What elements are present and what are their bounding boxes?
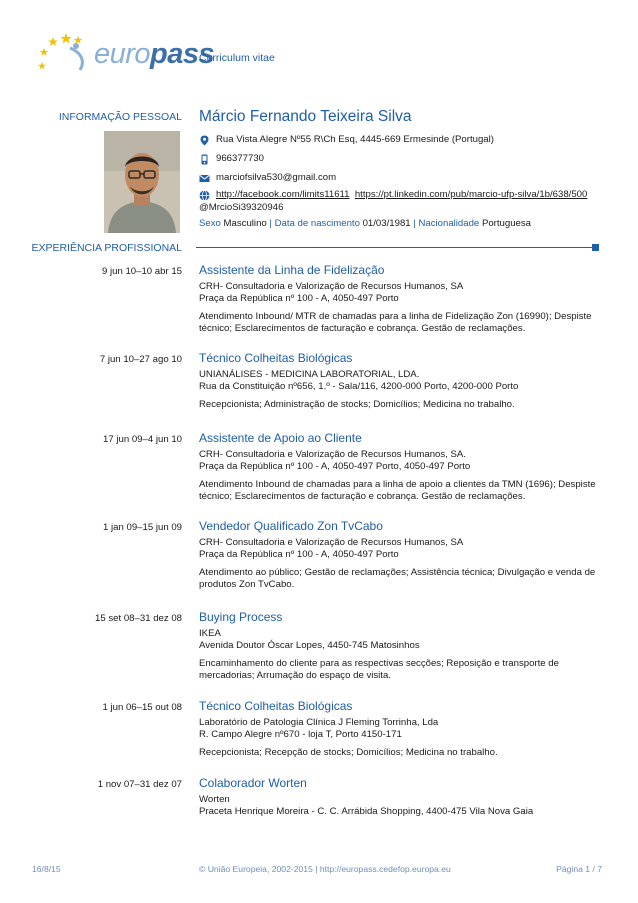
- footer-copyright[interactable]: © União Europeia, 2002-2015 | http://europass.cedefop.europa.eu: [199, 864, 451, 874]
- europass-logo: [36, 30, 215, 80]
- logo-text-pass: pass: [150, 38, 215, 70]
- job-date: 9 jun 10–10 abr 15: [101, 266, 182, 277]
- job-entry: [199, 699, 609, 759]
- personal-meta: [199, 218, 531, 229]
- meta-separator: |: [413, 218, 416, 229]
- profile-photo: [104, 131, 180, 233]
- location-pin-icon: [199, 135, 210, 146]
- sex-label: Sexo: [199, 218, 221, 229]
- nationality-label: Nacionalidade: [418, 218, 480, 229]
- job-date: 1 nov 07–31 dez 07: [97, 779, 182, 790]
- footer-page-number: Página 1 / 7: [556, 864, 602, 874]
- email-text[interactable]: marciofsilva530@gmail.com: [216, 172, 337, 183]
- job-address: Praça da República nº 100 - A, 4050-497 Porto, 4050-497 Porto: [199, 461, 471, 472]
- section-label-personal: INFORMAÇÃO PESSOAL: [58, 111, 182, 123]
- job-description: Atendimento Inbound de chamadas para a linha de apoio a clientes da TMN (1696); Despiste técnico; Esclarecimentos de facturação e cobrança. Gestão de reclamações.: [199, 479, 596, 502]
- job-description: Atendimento ao público; Gestão de reclamações; Assistência técnica; Divulgação e venda de produtos Zon TvCabo.: [199, 567, 596, 590]
- job-date: 7 jun 10–27 ago 10: [99, 354, 182, 365]
- email-icon: [199, 173, 210, 184]
- job-entry: [199, 610, 609, 682]
- job-description: Recepcionista; Recepção de stocks; Domicílios; Medicina no trabalho.: [199, 747, 498, 758]
- job-address: Praça da República nº 100 - A, 4050-497 Porto: [199, 293, 399, 304]
- job-title: Técnico Colheitas Biológicas: [199, 351, 353, 365]
- social-handle: @MrcioSi39320946: [199, 202, 284, 213]
- job-title: Vendedor Qualificado Zon TvCabo: [199, 519, 383, 533]
- job-employer: CRH- Consultadoria e Valorização de Recursos Humanos, SA: [199, 281, 464, 292]
- job-title: Buying Process: [199, 610, 283, 624]
- job-title: Assistente da Linha de Fidelização: [199, 263, 385, 277]
- job-title: Colaborador Worten: [199, 776, 307, 790]
- job-date: 15 set 08–31 dez 08: [95, 613, 182, 624]
- job-employer: CRH- Consultadoria e Valorização de Recursos Humanos, SA.: [199, 449, 466, 460]
- job-description: Atendimento Inbound/ MTR de chamadas para a linha de Fidelização Zon (16990); Despiste técnico; Esclarecimentos de facturação e cobrança. Gestão de reclamações.: [199, 311, 592, 334]
- linkedin-link[interactable]: https://pt.linkedin.com/pub/marcio-ufp-silva/1b/638/500: [354, 189, 588, 200]
- job-date: 1 jun 06–15 out 08: [102, 702, 182, 713]
- section-divider: [196, 247, 592, 248]
- job-employer: Worten: [199, 794, 230, 805]
- job-employer: IKEA: [199, 628, 221, 639]
- job-address: Praceta Henrique Moreira - C. C. Arrábida Shopping, 4400-475 Vila Nova Gaia: [199, 806, 534, 817]
- job-address: Praça da República nº 100 - A, 4050-497 Porto: [199, 549, 399, 560]
- facebook-link[interactable]: http://facebook.com/limits11611: [216, 189, 350, 200]
- job-entry: [199, 519, 609, 591]
- address-text: Rua Vista Alegre Nº55 R\Ch Esq, 4445-669 Ermesinde (Portugal): [216, 134, 494, 145]
- stars-icon: [36, 30, 96, 80]
- job-date: 1 jan 09–15 jun 09: [103, 522, 182, 533]
- candidate-name: Márcio Fernando Teixeira Silva: [199, 108, 412, 125]
- job-entry: [199, 351, 609, 411]
- job-description: Recepcionista; Administração de stocks; Domicílios; Medicina no trabalho.: [199, 399, 515, 410]
- job-title: Técnico Colheitas Biológicas: [199, 699, 353, 713]
- globe-icon: [199, 190, 210, 201]
- phone-text: 966377730: [216, 153, 265, 164]
- job-date: 17 jun 09–4 jun 10: [103, 434, 182, 445]
- dob-label: Data de nascimento: [274, 218, 360, 229]
- document-title: Curriculum vitae: [199, 52, 275, 64]
- job-address: Rua da Constituição nº656, 1.º - Sala/116, 4200-000 Porto, 4200-000 Porto: [199, 381, 519, 392]
- phone-icon: [199, 154, 210, 165]
- social-links: [216, 189, 587, 200]
- section-divider-square: [592, 244, 599, 251]
- nationality-value: Portuguesa: [481, 218, 532, 229]
- section-label-experience: EXPERIÊNCIA PROFISSIONAL: [31, 242, 182, 254]
- job-entry: [199, 431, 609, 503]
- job-employer: Laboratório de Patologia Clínica J Fleming Torrinha, Lda: [199, 717, 439, 728]
- footer-date: 16/8/15: [32, 864, 61, 874]
- job-description: Encaminhamento do cliente para as respectivas secções; Reposição e transporte de mercadorias; Arrumação do espaço de visita.: [199, 658, 559, 681]
- job-address: Avenida Doutor Óscar Lopes, 4450-745 Matosinhos: [199, 640, 420, 651]
- job-employer: UNIANÁLISES - MEDICINA LABORATORIAL, LDA.: [199, 369, 420, 380]
- meta-separator: |: [269, 218, 272, 229]
- job-employer: CRH- Consultadoria e Valorização de Recursos Humanos, SA: [199, 537, 464, 548]
- sex-value: Masculino: [223, 218, 267, 229]
- job-address: R. Campo Alegre nº670 - loja T, Porto 4150-171: [199, 729, 402, 740]
- job-entry: [199, 776, 609, 818]
- dob-value: 01/03/1981: [362, 218, 411, 229]
- logo-text-euro: euro: [94, 38, 151, 70]
- job-entry: [199, 263, 609, 335]
- job-title: Assistente de Apoio ao Cliente: [199, 431, 362, 445]
